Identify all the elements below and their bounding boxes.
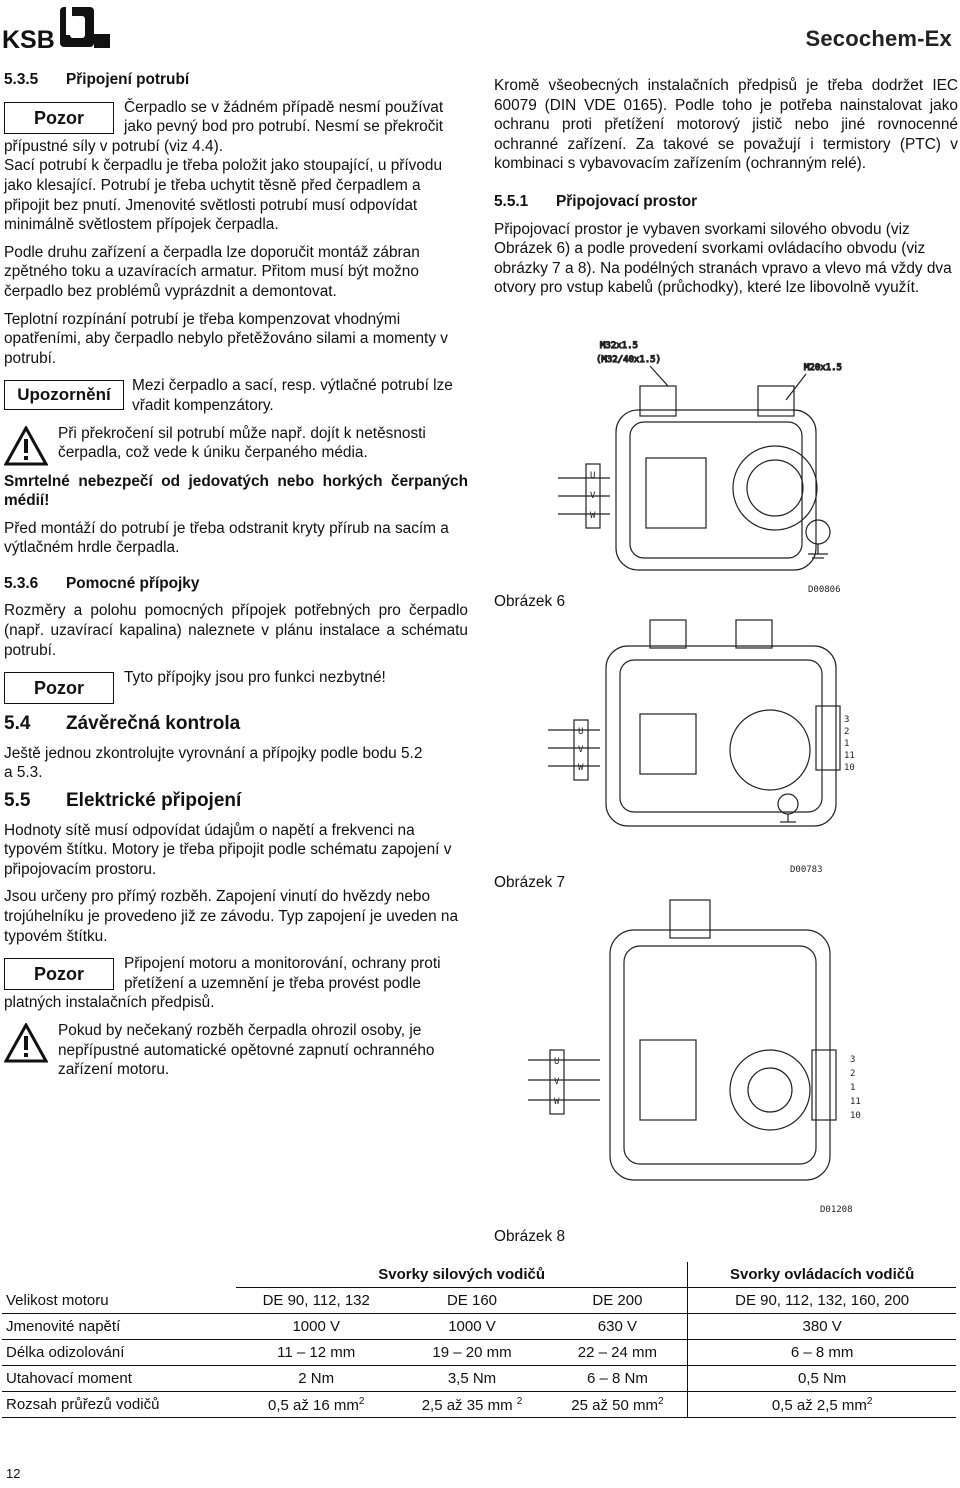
- superscript: 2: [866, 1395, 873, 1407]
- warning-note-restart: [4, 1021, 468, 1080]
- pozor-label: Pozor: [4, 958, 114, 990]
- table-row: [2, 1288, 956, 1314]
- section-5-5-1-heading: [494, 192, 958, 212]
- section-5-4-heading: [4, 714, 468, 734]
- paragraph: Připojovací prostor je vybaven svorkami silového obvodu (viz Obrázek 6) a podle provedení svorkami ovládacího obvodu (viz obrázky 7 a 8). Na podélných stranách vpravo a vlevo má vždy dva otvory pro vstup kabelů (průchodky), které lze libovolně využít.: [494, 220, 952, 297]
- table-cell: [236, 1392, 396, 1418]
- table-cell: 19 – 20 mm: [396, 1340, 547, 1366]
- warning-text: Pokud by nečekaný rozběh čerpadla ohrozil osoby, je nepřípustné automatické opětovné zapnutí ochranného zařízení motoru.: [58, 1021, 435, 1079]
- figure-8-label: Obrázek 8: [494, 1228, 566, 1245]
- figure-8-terminal-box-diagram: [520, 890, 900, 1220]
- table-row: [2, 1314, 956, 1340]
- cell-value: 0,5 až 2,5 mm: [771, 1396, 867, 1414]
- table-row: [2, 1340, 956, 1366]
- section-number: 5.5.1: [494, 192, 529, 210]
- table-cell: 630 V: [548, 1314, 688, 1340]
- pozor-note-aux: [4, 668, 468, 706]
- section-title: Pomocné přípojky: [66, 574, 200, 592]
- pozor-label: Pozor: [4, 102, 114, 134]
- table-cell: 6 – 8 Nm: [548, 1366, 688, 1392]
- table-cell: DE 90, 112, 132: [236, 1288, 396, 1314]
- superscript: 2: [516, 1395, 523, 1407]
- section-5-5-heading: [4, 791, 468, 811]
- control-terminal-label: 3: [844, 715, 850, 725]
- table-cell: 2 Nm: [236, 1366, 396, 1392]
- warning-triangle-icon: [4, 1023, 48, 1063]
- group-header-control: Svorky ovládacích vodičů: [688, 1262, 956, 1288]
- pozor-note-piping: [4, 98, 468, 157]
- warning-note-leak: [4, 424, 468, 466]
- paragraph: Teplotní rozpínání potrubí je třeba kompenzovat vhodnými opatřeními, aby čerpadlo nebylo přetěžováno silami a momenty v potrubí.: [4, 310, 448, 367]
- terminal-label: V: [590, 491, 596, 501]
- paragraph: Jsou určeny pro přímý rozběh. Zapojení vinutí do hvězdy nebo trojúhelníku je provedeno již ze závodu. Typ zapojení je uveden na typovém štítku.: [4, 888, 459, 945]
- paragraph: Kromě všeobecných instalačních předpisů je třeba dodržet IEC 60079 (DIN VDE 0165). Podle toho je potřeba nainstalovat jako ochranu proti přetížení motorový jistič nebo jiné rovnocenné ochranné zařízení. Za takové se považují i termistory (PTC) v kombinaci s vybavovacím zařízením (ochranným relé).: [494, 77, 958, 173]
- superscript: 2: [358, 1395, 365, 1407]
- table-cell: 1000 V: [396, 1314, 547, 1340]
- pozor-text: Připojení motoru a monitorování, ochrany proti přetížení a uzemnění je třeba provést podle platných instalačních předpisů.: [4, 955, 441, 1012]
- table-row: [2, 1366, 956, 1392]
- control-terminal-label: 10: [850, 1111, 861, 1121]
- ksb-logo: [2, 4, 112, 50]
- control-terminal-label: 2: [850, 1069, 856, 1079]
- svg-text:KSB: KSB: [2, 26, 55, 50]
- table-row: [2, 1392, 956, 1418]
- table-cell: 6 – 8 mm: [688, 1340, 956, 1366]
- figure-code: D00783: [790, 865, 823, 875]
- section-5-3-6-heading: [4, 574, 468, 594]
- gland-size-alt-label: (M32/40x1.5): [596, 355, 662, 365]
- upozorneni-label: Upozornění: [4, 380, 124, 410]
- figure-code: D01208: [820, 1205, 853, 1215]
- table-cell: 22 – 24 mm: [548, 1340, 688, 1366]
- section-title: Připojovací prostor: [556, 192, 698, 210]
- figure-code: D00806: [808, 585, 841, 595]
- table-group-header: [2, 1262, 956, 1288]
- paragraph: Podle druhu zařízení a čerpadla lze doporučit montáž zábran zpětného toku a uzavíracích armatur. Přitom musí být možno čerpadlo bez problémů vyprázdnit a demontovat.: [4, 243, 420, 300]
- table-cell: 11 – 12 mm: [236, 1340, 396, 1366]
- terminal-label: V: [554, 1077, 560, 1087]
- section-number: 5.3.6: [4, 574, 39, 592]
- superscript: 2: [657, 1395, 664, 1407]
- upozorneni-note: [4, 376, 468, 415]
- pozor-label: Pozor: [4, 672, 114, 704]
- terminal-label: W: [554, 1097, 560, 1107]
- table-cell: DE 90, 112, 132, 160, 200: [688, 1288, 956, 1314]
- figure-6-label: Obrázek 6: [494, 593, 566, 610]
- control-terminal-label: 10: [844, 763, 855, 773]
- control-terminal-label: 1: [844, 739, 850, 749]
- control-terminal-label: 1: [850, 1083, 856, 1093]
- upozorneni-text: Mezi čerpadlo a sací, resp. výtlačné potrubí lze vřadit kompenzátory.: [132, 377, 453, 414]
- terminal-label: U: [578, 727, 584, 737]
- section-title: Závěrečná kontrola: [66, 713, 241, 735]
- right-column: [494, 76, 958, 306]
- table-cell: [688, 1392, 956, 1418]
- row-label: Jmenovité napětí: [2, 1314, 236, 1340]
- section-number: 5.5: [4, 790, 31, 812]
- section-title: Připojení potrubí: [66, 71, 190, 88]
- warning-triangle-icon: [4, 426, 48, 466]
- terminal-label: W: [590, 511, 596, 521]
- table-cell: 380 V: [688, 1314, 956, 1340]
- cell-value: 0,5 až 16 mm: [268, 1396, 359, 1414]
- section-title: Elektrické připojení: [66, 790, 242, 812]
- section-5-3-5-heading: [4, 70, 468, 90]
- row-label: Utahovací moment: [2, 1366, 236, 1392]
- left-column: [4, 70, 468, 1080]
- control-terminal-label: 11: [844, 751, 855, 761]
- pozor-text: Tyto přípojky jsou pro funkci nezbytné!: [124, 669, 386, 687]
- table-cell: DE 200: [548, 1288, 688, 1314]
- paragraph: Hodnoty sítě musí odpovídat údajům o napětí a frekvenci na typovém štítku. Motory je třeba připojit podle schématu zapojení v připojovacím prostoru.: [4, 821, 452, 878]
- row-label: Rozsah průřezů vodičů: [2, 1392, 236, 1418]
- table-cell: 3,5 Nm: [396, 1366, 547, 1392]
- cell-value: 2,5 až 35 mm: [421, 1396, 513, 1414]
- table-cell: [396, 1392, 547, 1418]
- figure-6-terminal-box-diagram: [550, 338, 870, 598]
- warning-text: Při překročení sil potrubí může např. dojít k netěsnosti čerpadla, což vede k úniku čerpaného média.: [58, 424, 426, 462]
- row-label: Délka odizolování: [2, 1340, 236, 1366]
- table-cell: 1000 V: [236, 1314, 396, 1340]
- table-cell: DE 160: [396, 1288, 547, 1314]
- terminal-label: U: [554, 1057, 560, 1067]
- table-cell: [548, 1392, 688, 1418]
- pozor-note-electrical: [4, 954, 468, 1013]
- terminal-label: W: [578, 763, 584, 773]
- terminal-spec-table: [2, 1262, 956, 1418]
- group-header-power: Svorky silových vodičů: [236, 1262, 688, 1288]
- control-terminal-label: 2: [844, 727, 850, 737]
- row-label: Velikost motoru: [2, 1288, 236, 1314]
- paragraph: Ještě jednou zkontrolujte vyrovnání a přípojky podle bodu 5.2 a 5.3.: [4, 744, 423, 782]
- cell-value: 25 až 50 mm: [571, 1396, 658, 1414]
- paragraph: Před montáží do potrubí je třeba odstranit kryty přírub na sacím a výtlačném hrdle čerpadla.: [4, 519, 449, 557]
- section-number: 5.3.5: [4, 71, 39, 88]
- danger-text: Smrtelné nebezpečí od jedovatých nebo horkých čerpaných médií!: [4, 472, 468, 510]
- section-number: 5.4: [4, 713, 31, 735]
- page-number: 12: [6, 1466, 21, 1481]
- gland-size-label: M32x1.5: [600, 341, 638, 351]
- terminal-label: V: [578, 745, 584, 755]
- control-terminal-label: 11: [850, 1097, 861, 1107]
- terminal-label: U: [590, 471, 596, 481]
- table-cell: 0,5 Nm: [688, 1366, 956, 1392]
- pozor-text: Čerpadlo se v žádném případě nesmí používat jako pevný bod pro potrubí. Nesmí se překročit přípustné síly v potrubí (viz 4.4).: [4, 98, 444, 155]
- figure-7-terminal-box-diagram: [540, 610, 870, 880]
- control-terminal-label: 3: [850, 1055, 856, 1065]
- paragraph: Sací potrubí k čerpadlu je třeba položit jako stoupající, u přívodu jako klesající. Potrubí je třeba uchytit těsně před čerpadlem a připojit bez pnutí. Jmenovité světlosti potrubí musí odpovídat minimálně světlostem přípojek čerpadla.: [4, 157, 443, 234]
- paragraph: Rozměry a polohu pomocných přípojek potřebných pro čerpadlo (např. uzavírací kapalina) naleznete v plánu instalace a schématu potrubí.: [4, 602, 468, 659]
- document-title: Secochem-Ex: [805, 26, 952, 51]
- gland-size-label: M20x1.5: [804, 363, 842, 373]
- figure-7-label: Obrázek 7: [494, 874, 566, 891]
